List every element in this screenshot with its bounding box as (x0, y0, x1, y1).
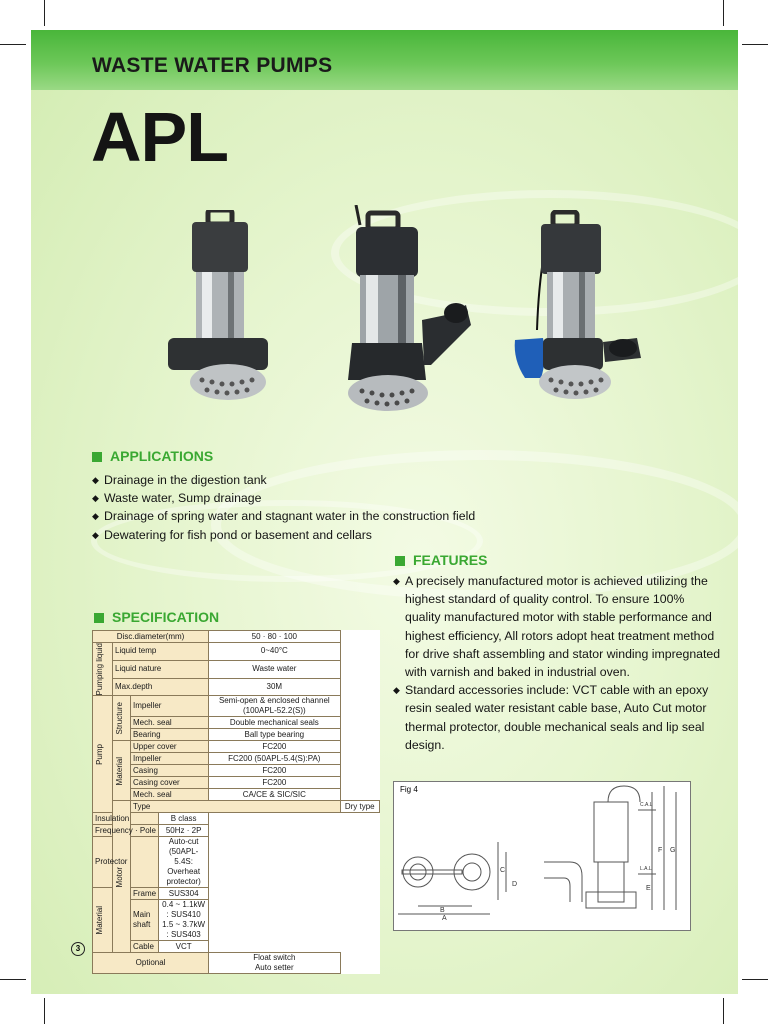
group-structure: Structure (115, 702, 124, 735)
max-depth-label: Max.depth (113, 678, 209, 696)
table-row (93, 888, 380, 900)
optional-value: Float switch Auto setter (209, 953, 340, 974)
list-item: ◆ Standard accessories include: VCT cable with an epoxy resin sealed water resistant cable base, Auto Cut motor thermal protector, double mechanical seals and lip seal design. (393, 681, 723, 754)
section-square-icon (395, 556, 405, 566)
material-mech-seal-label: Mech. seal (131, 789, 209, 801)
group-motor: Motor (115, 866, 124, 888)
casing-cover-value: FC200 (209, 777, 340, 789)
main-shaft-value: 0.4 ~ 1.1kW : SUS410 1.5 ~ 3.7kW : SUS403 (159, 900, 209, 941)
frequency-label: Frequency · Pole (93, 825, 159, 837)
table-row (93, 696, 380, 717)
dim-label: L.A.L (640, 866, 652, 872)
disc-value: 50 · 80 · 100 (209, 631, 340, 643)
dimension-drawing (394, 782, 690, 930)
list-item: ◆ Drainage in the digestion tank (92, 471, 552, 489)
pump-image (346, 205, 471, 415)
crop-mark (723, 998, 724, 1024)
dim-label: C.A.L (640, 802, 653, 808)
table-row (93, 765, 380, 777)
crop-mark (44, 0, 45, 26)
impeller-label: Impeller (131, 696, 209, 717)
crop-mark (742, 979, 768, 980)
type-label: Type (131, 801, 341, 813)
specification-table (92, 630, 380, 974)
section-square-icon (92, 452, 102, 462)
table-row (93, 801, 380, 813)
insulation-label: Insulation (93, 813, 159, 825)
table-row (93, 941, 380, 953)
page-number: 3 (71, 942, 85, 956)
dim-label: A (442, 915, 447, 922)
table-row (93, 643, 380, 661)
table-row (93, 741, 380, 753)
features-heading: FEATURES (395, 552, 487, 568)
group-material: Material (115, 756, 124, 786)
frame-value: SUS304 (159, 888, 209, 900)
liquid-temp-label: Liquid temp (113, 643, 209, 661)
list-item: ◆ Drainage of spring water and stagnant water in the construction field (92, 507, 552, 525)
optional-label: Optional (93, 953, 209, 974)
table-row (93, 660, 380, 678)
table-row (93, 837, 380, 888)
table-row (93, 729, 380, 741)
protector-value: Auto-cut (50APL-5.4S: Overheat protector) (159, 837, 209, 888)
table-row (93, 717, 380, 729)
pump-image (166, 210, 276, 410)
table-row (93, 678, 380, 696)
crop-mark (0, 44, 26, 45)
dim-label: B (440, 907, 445, 914)
features-list (393, 572, 723, 754)
mech-seal-label: Mech. seal (131, 717, 209, 729)
material-impeller-value: FC200 (50APL-5.4(S):PA) (209, 753, 340, 765)
header-banner (31, 30, 738, 90)
insulation-value: B class (159, 813, 209, 825)
dim-label: G (670, 847, 676, 854)
frequency-value: 50Hz · 2P (159, 825, 209, 837)
model-title: APL (91, 98, 228, 176)
applications-heading: APPLICATIONS (92, 448, 213, 464)
max-depth-value: 30M (209, 678, 340, 696)
casing-value: FC200 (209, 765, 340, 777)
table-row (93, 813, 380, 825)
group-motor-material: Material (95, 906, 104, 935)
bearing-value: Ball type bearing (209, 729, 340, 741)
impeller-value: Semi-open & enclosed channel (100APL-52.2(S)) (209, 696, 340, 717)
frame-label: Frame (131, 888, 159, 900)
disc-label: Disc.diameter(mm) (93, 631, 209, 643)
liquid-nature-label: Liquid nature (113, 660, 209, 678)
casing-cover-label: Casing cover (131, 777, 209, 789)
list-item: ◆ Waste water, Sump drainage (92, 489, 552, 507)
category-title: WASTE WATER PUMPS (92, 54, 333, 77)
table-row (93, 777, 380, 789)
upper-cover-label: Upper cover (131, 741, 209, 753)
group-pump: Pump (95, 744, 104, 765)
dim-label: C (500, 867, 506, 874)
table-row (93, 631, 380, 643)
dim-label: F (658, 847, 663, 854)
liquid-nature-value: Waste water (209, 660, 340, 678)
protector-label: Protector (93, 837, 159, 888)
specification-heading: SPECIFICATION (94, 609, 219, 625)
material-mech-seal-value: CA/CE & SIC/SIC (209, 789, 340, 801)
group-pumping-liquid: Pumping liquid (95, 643, 104, 696)
dim-label: D (512, 881, 518, 888)
applications-list (92, 471, 552, 544)
figure-caption: Fig 4 (400, 785, 418, 794)
table-row (93, 789, 380, 801)
material-impeller-label: Impeller (131, 753, 209, 765)
dim-label: E (646, 885, 651, 892)
table-row (93, 753, 380, 765)
casing-label: Casing (131, 765, 209, 777)
main-shaft-label: Main shaft (131, 900, 159, 941)
dimension-figure (393, 781, 691, 931)
brochure-page (31, 30, 738, 994)
mech-seal-value: Double mechanical seals (209, 717, 340, 729)
section-square-icon (94, 613, 104, 623)
bearing-label: Bearing (131, 729, 209, 741)
table-row (93, 900, 380, 941)
list-item: ◆ A precisely manufactured motor is achieved utilizing the highest standard of quality control. To ensure 100% quality manufactured motor with stable performance and highest efficiency, All rotors adopt heat treatment method for drive shaft assembling and stator winding impregnated with varnish and baked in industrial oven. (393, 572, 723, 681)
list-item: ◆ Dewatering for fish pond or basement and cellars (92, 526, 552, 544)
cable-value: VCT (159, 941, 209, 953)
cable-label: Cable (131, 941, 159, 953)
upper-cover-value: FC200 (209, 741, 340, 753)
crop-mark (0, 979, 26, 980)
crop-mark (723, 0, 724, 26)
liquid-temp-value: 0~40°C (209, 643, 340, 661)
table-row (93, 825, 380, 837)
pump-image (509, 210, 644, 410)
table-row (93, 953, 380, 974)
crop-mark (742, 44, 768, 45)
crop-mark (44, 998, 45, 1024)
type-value: Dry type (340, 801, 380, 813)
